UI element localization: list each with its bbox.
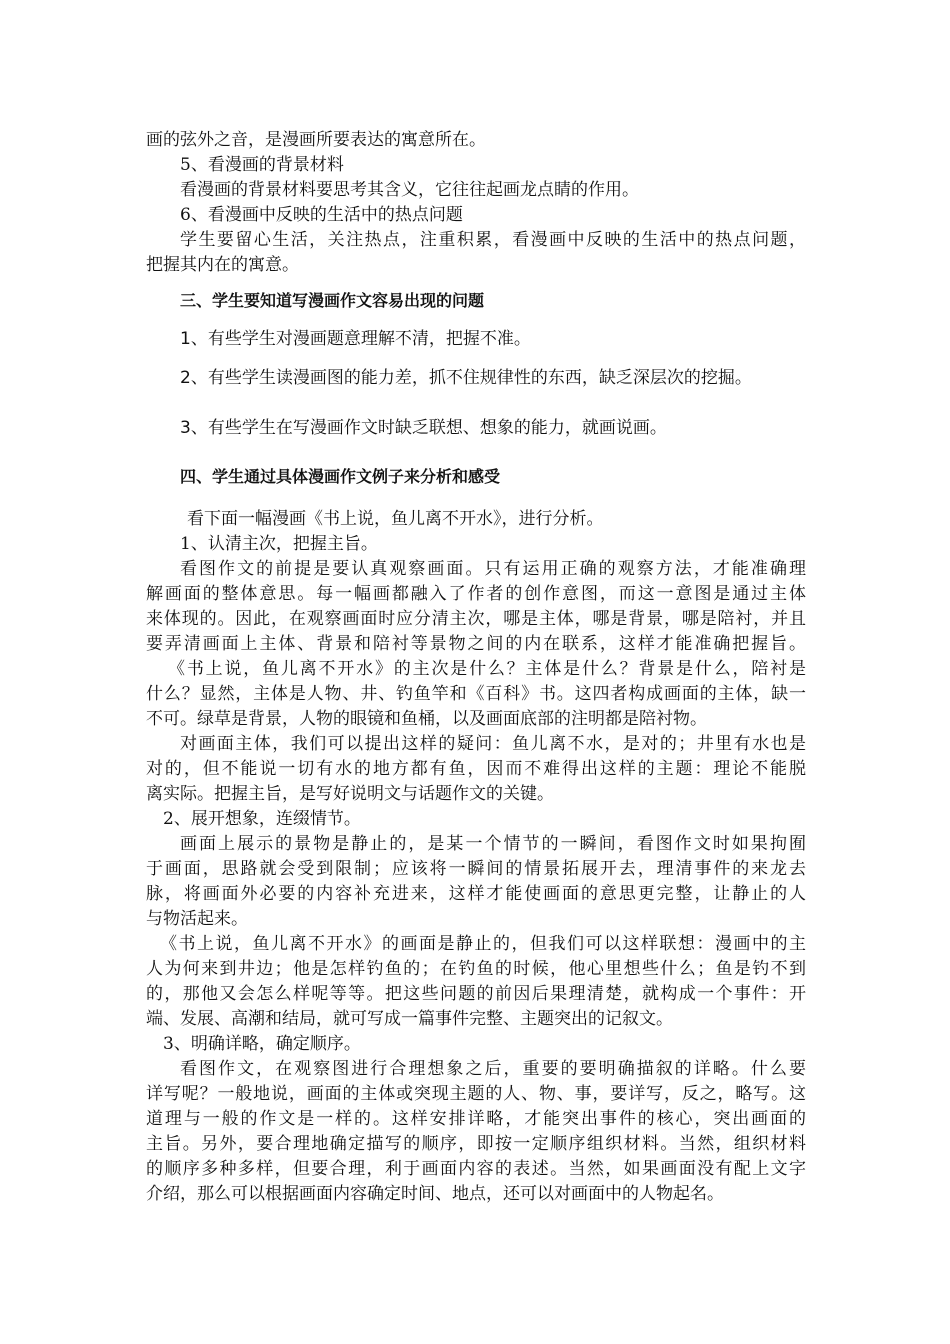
list-item: 1、有些学生对漫画题意理解不清，把握不准。 [180,329,531,349]
text-line: 看漫画的背景材料要思考其含义，它往往起画龙点睛的作用。 [180,180,639,200]
sub-heading-2: 2、展开想象，连缀情节。 [163,809,361,829]
text-line: 与物活起来。 [146,909,248,929]
text-line: 端、发展、高潮和结局，就可写成一篇事件完整、主题突出的记叙文。 [146,1009,673,1029]
sub-heading-3: 3、明确详略，确定顺序。 [163,1034,361,1054]
text-line: 详写呢？一般地说，画面的主体或突现主题的人、物、事，要详写，反之，略写。这 [146,1084,806,1104]
item-number: 2 [180,368,191,388]
section-heading-4: 四、学生通过具体漫画作文例子来分析和感受 [180,467,501,486]
item-number: 3 [180,418,191,438]
text-line: 把握其内在的寓意。 [146,255,299,275]
list-item: 3、有些学生在写漫画作文时缺乏联想、想象的能力，就画说画。 [180,418,667,438]
sub-heading-1: 1、认清主次，把握主旨。 [180,534,378,554]
item-text: 有些学生读漫画图的能力差，抓不住规律性的东西，缺乏深层次的挖掘。 [207,368,752,388]
item-text: 有些学生在写漫画作文时缺乏联想、想象的能力，就画说画。 [207,418,667,438]
text-line: 的，那他又会怎么样呢等等。把这些问题的前因后果理清楚，就构成一个事件：开 [146,984,806,1004]
text-line: 学生要留心生活，关注热点，注重积累，看漫画中反映的生活中的热点问题， [180,230,806,250]
text-line: 看图作文的前提是要认真观察画面。只有运用正确的观察方法，才能准确理 [180,559,806,579]
text-line: 离实际。把握主旨，是写好说明文与话题作文的关键。 [146,784,554,804]
list-heading-6: 6、看漫画中反映的生活中的热点问题 [180,205,463,225]
text-line: 来体现的。因此，在观察画面时应分清主次，哪是主体，哪是背景，哪是陪衬，并且 [146,609,806,629]
text-line: 脉，将画面外必要的内容补充进来，这样才能使画面的意思更完整，让静止的人 [146,884,806,904]
text-line: 解画面的整体意思。每一幅画都融入了作者的创作意图，而这一意图是通过主体 [146,584,806,604]
text-line: 画的弦外之音，是漫画所要表达的寓意所在。 [146,130,486,150]
text-line: 介绍，那么可以根据画面内容确定时间、地点，还可以对画面中的人物起名。 [146,1184,724,1204]
list-item: 2、有些学生读漫画图的能力差，抓不住规律性的东西，缺乏深层次的挖掘。 [180,368,752,388]
item-text: 有些学生对漫画题意理解不清，把握不准。 [207,329,531,349]
text-line: 要弄清画面上主体、背景和陪衬等景物之间的内在联系，这样才能准确把握旨。 [146,634,806,654]
list-heading-5: 5、看漫画的背景材料 [180,155,344,175]
text-line: 道理与一般的作文是一样的。这样安排详略，才能突出事件的核心，突出画面的 [146,1109,806,1129]
text-line: 看下面一幅漫画《书上说，鱼儿离不开水》，进行分析。 [187,509,604,529]
text-line: 对画面主体，我们可以提出这样的疑问：鱼儿离不水，是对的；井里有水也是 [180,734,806,754]
text-line: 看图作文，在观察图进行合理想象之后，重要的要明确描叙的详略。什么要 [180,1059,806,1079]
text-line: 的顺序多种多样，但要合理，利于画面内容的表述。当然，如果画面没有配上文字 [146,1159,806,1179]
text-line: 画面上展示的景物是静止的，是某一个情节的一瞬间，看图作文时如果拘囿 [180,834,806,854]
text-line: 《书上说，鱼儿离不开水》的画面是静止的，但我们可以这样联想：漫画中的主 [160,934,806,954]
section-heading-3: 三、学生要知道写漫画作文容易出现的问题 [180,291,485,310]
text-line: 《书上说，鱼儿离不开水》的主次是什么？主体是什么？背景是什么，陪衬是 [168,659,806,679]
text-line: 于画面，思路就会受到限制；应该将一瞬间的情景拓展开去，理清事件的来龙去 [146,859,806,879]
text-line: 人为何来到井边；他是怎样钓鱼的；在钓鱼的时候，他心里想些什么；鱼是钓不到 [146,959,806,979]
text-line: 主旨。另外，要合理地确定描写的顺序，即按一定顺序组织材料。当然，组织材料 [146,1134,806,1154]
text-line: 什么？显然，主体是人物、井、钓鱼竿和《百科》书。这四者构成画面的主体，缺一 [146,684,806,704]
text-line: 对的，但不能说一切有水的地方都有鱼，因而不难得出这样的主题：理论不能脱 [146,759,806,779]
text-line: 不可。绿草是背景，人物的眼镜和鱼桶，以及画面底部的注明都是陪衬物。 [146,709,707,729]
item-number: 1 [180,329,191,349]
